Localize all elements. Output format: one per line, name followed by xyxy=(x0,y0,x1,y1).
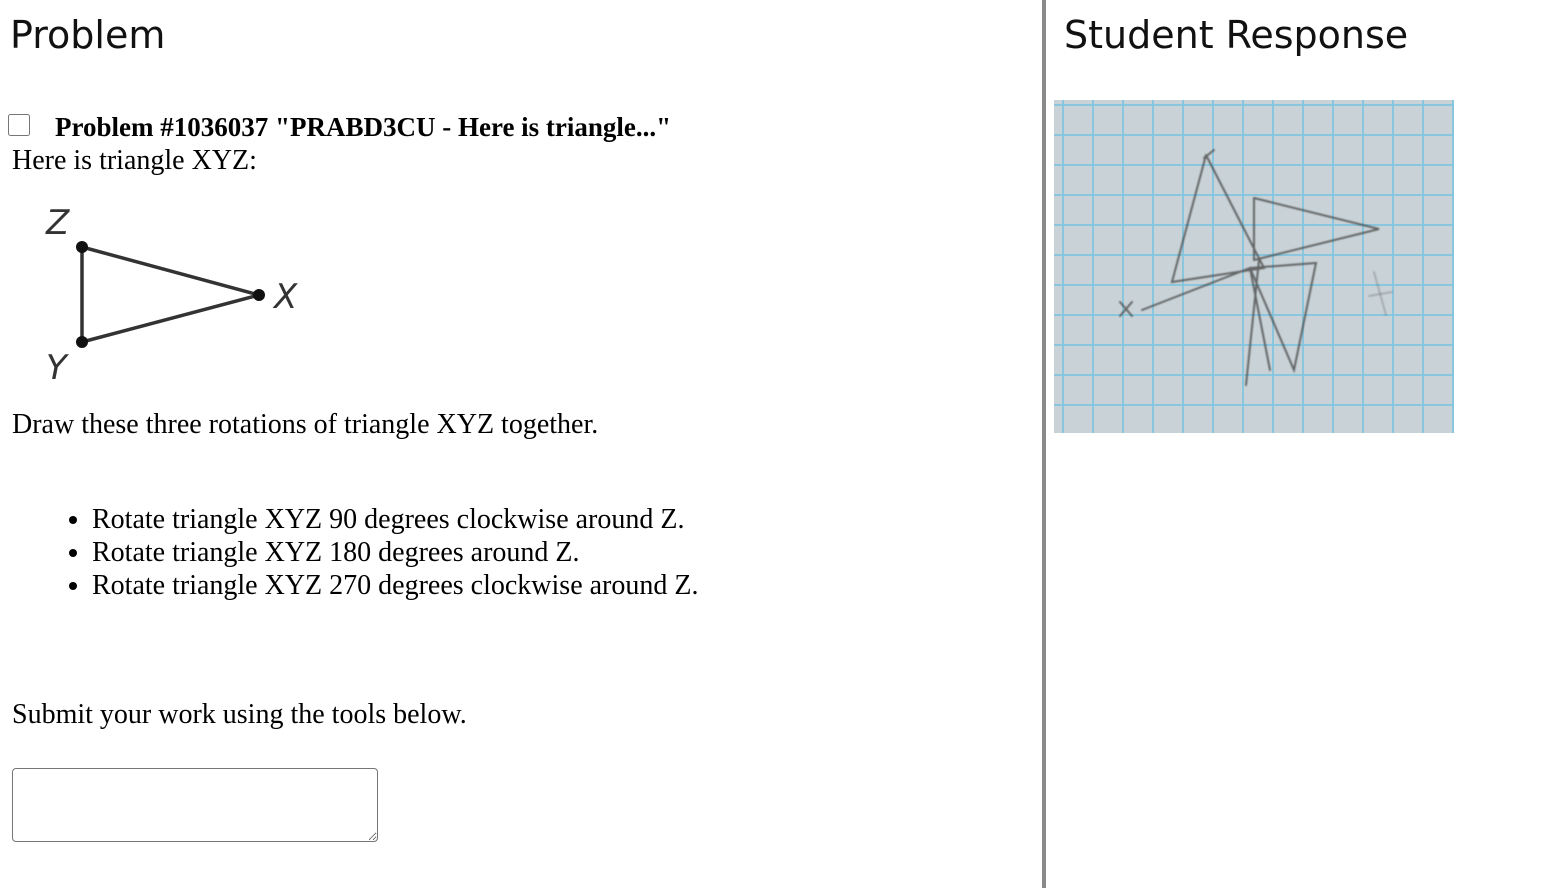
vertex-y-label: Y xyxy=(46,348,67,388)
rotation-item-180: • Rotate triangle XYZ 180 degrees around Z. xyxy=(92,536,698,569)
vertex-z-label: Z xyxy=(46,203,70,243)
rotation-item-270: • Rotate triangle XYZ 270 degrees clockwise around Z. xyxy=(92,569,698,602)
problem-header xyxy=(8,107,671,143)
student-response-pane xyxy=(1046,0,1544,888)
triangle-xyz-figure xyxy=(38,194,298,394)
student-response-photo[interactable] xyxy=(1054,100,1454,433)
problem-id-label: Problem #1036037 "PRABD3CU - Here is triangle..." xyxy=(55,112,672,142)
triangle-xyz-shape xyxy=(82,247,259,342)
student-response-title: Student Response xyxy=(1064,13,1409,57)
vertex-z-point xyxy=(76,241,88,253)
answer-textarea[interactable] xyxy=(12,768,378,842)
rotation-item-90: • Rotate triangle XYZ 90 degrees clockwise around Z. xyxy=(92,503,698,536)
problem-intro-text: Here is triangle XYZ: xyxy=(12,145,257,176)
draw-instruction-text: Draw these three rotations of triangle XYZ together. xyxy=(12,409,599,440)
graph-paper-background xyxy=(1054,100,1454,433)
vertex-x-point xyxy=(253,289,265,301)
problem-pane-title: Problem xyxy=(10,13,166,57)
vertex-y-point xyxy=(76,336,88,348)
vertex-x-label: X xyxy=(274,277,298,317)
submit-instruction-text: Submit your work using the tools below. xyxy=(12,699,467,730)
problem-select-checkbox[interactable] xyxy=(8,114,30,136)
rotation-list xyxy=(38,503,698,602)
